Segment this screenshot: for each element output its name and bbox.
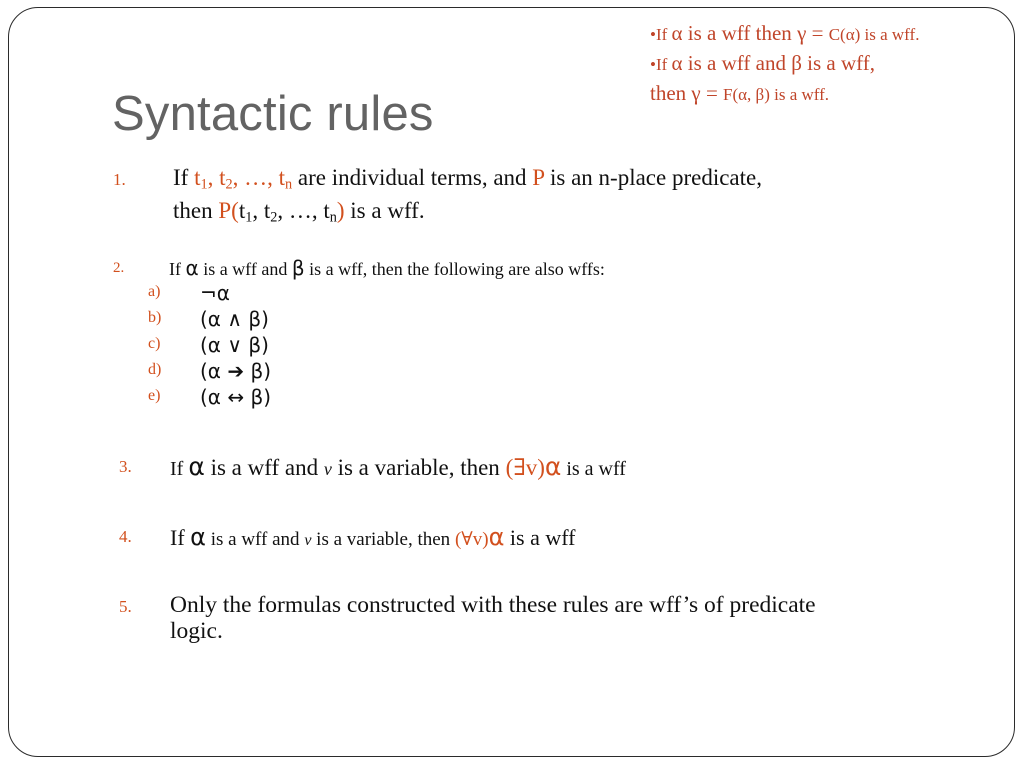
alpha-symbol: α (488, 523, 505, 551)
subscript: n (329, 209, 337, 226)
sublist-item (148, 283, 348, 309)
alpha-symbol: α (544, 452, 562, 481)
slide-title: Syntactic rules (112, 87, 434, 141)
rule-text: is a variable, then (311, 529, 455, 550)
bullet: • (650, 55, 656, 74)
formula: ¬α (200, 281, 230, 305)
rule-number: 5. (119, 597, 132, 616)
equals-sign: = (700, 81, 724, 105)
universal-quantifier: (∀v) (454, 529, 489, 550)
note-text: If (655, 55, 672, 74)
rule-1-text (173, 165, 762, 230)
alpha-symbol: α (190, 523, 206, 551)
rule-4-text (170, 522, 575, 556)
rule-1-line-1 (173, 165, 762, 198)
note-formula: F(α, β) (723, 85, 770, 104)
item-letter: e) (148, 387, 161, 404)
alpha-symbol: α (188, 452, 205, 481)
item-letter: b) (148, 309, 162, 326)
alpha-symbol: α (185, 256, 199, 280)
subscript: 2 (225, 176, 233, 193)
alpha-symbol: α (671, 21, 683, 45)
rule-text: is a wff (504, 525, 576, 550)
rule-number: 4. (119, 527, 132, 546)
item-letter: c) (148, 335, 161, 352)
separator: , (207, 165, 220, 190)
predicate-symbol: P (532, 165, 545, 190)
term: t (219, 165, 226, 190)
sublist-item (148, 361, 348, 387)
beta-symbol: β (291, 256, 305, 280)
existential-quantifier: (∃v) (505, 455, 545, 480)
subscript: 1 (245, 209, 253, 226)
separator: , …, (232, 165, 279, 190)
rule-text: If (169, 259, 186, 279)
formula: (α ➔ β) (200, 359, 272, 383)
rule-text: If (173, 165, 195, 190)
bullet: • (650, 25, 656, 44)
predicate-symbol: P( (218, 197, 239, 223)
rule-5 (119, 592, 979, 652)
formula: (α ∨ β) (200, 333, 269, 357)
rule-text: is a wff (561, 458, 626, 480)
term-list (194, 165, 293, 193)
note-line-2 (650, 49, 985, 109)
rule-number: 3. (119, 457, 132, 476)
rule-number: 1. (113, 170, 126, 189)
rule-text: are individual terms, and (292, 165, 533, 190)
sublist-item (148, 387, 348, 413)
rule-text: is a wff. (344, 197, 425, 223)
rule-text: is a wff and (204, 455, 324, 480)
note-formula: C(α) (828, 25, 861, 44)
rule-5-line-1: Only the formulas constructed with these rules are wff’s of predicate (170, 592, 816, 618)
rule-1 (113, 165, 963, 225)
note-text: is a wff, (801, 51, 876, 75)
variable: v (304, 532, 312, 549)
rule-text: If (170, 458, 189, 480)
rule-text: is a wff and (198, 259, 292, 279)
note-text: is a wff and (682, 51, 792, 75)
rule-3-text (170, 452, 626, 484)
rule-3 (119, 452, 969, 484)
note-text: is a wff. (860, 25, 920, 44)
note-text: is a wff. (769, 85, 830, 104)
beta-symbol: β (791, 51, 802, 75)
term: t (238, 197, 246, 223)
rule-5-text (170, 592, 816, 644)
subscript: 2 (270, 209, 278, 226)
term: t (323, 197, 330, 223)
rule-text: is a wff and (205, 529, 305, 550)
variable: v (323, 459, 332, 479)
subscript: n (285, 176, 293, 193)
item-letter: a) (148, 283, 161, 300)
rule-text: is a wff, then the following are also wffs: (304, 259, 605, 279)
rule-text: then (173, 197, 219, 223)
note-text: If (655, 25, 672, 44)
separator: , …, (277, 197, 324, 223)
alpha-symbol: α (671, 51, 683, 75)
sublist-item (148, 335, 348, 361)
rule-number: 2. (113, 260, 125, 276)
term: t (194, 165, 201, 190)
term: t (278, 165, 285, 190)
rule-1-line-2 (173, 198, 762, 231)
formula: (α ∧ β) (200, 307, 269, 331)
note-text: then (650, 81, 692, 105)
term: t (263, 197, 271, 223)
gamma-symbol: γ (691, 81, 701, 105)
rule-5-line-2: logic. (170, 618, 223, 644)
note-text: is a wff then (682, 21, 798, 45)
rule-text: is an n-place predicate, (544, 165, 762, 190)
side-note (650, 19, 985, 109)
rule-2 (113, 256, 963, 282)
rule-text: If (170, 525, 191, 550)
rule-text: is a variable, then (331, 455, 506, 480)
rule-4 (119, 522, 969, 554)
gamma-symbol: γ (797, 21, 807, 45)
rule-2-text (169, 256, 605, 281)
item-letter: d) (148, 361, 162, 378)
predicate-symbol: ) (336, 197, 345, 223)
subscript: 1 (200, 176, 208, 193)
sublist-item (148, 309, 348, 335)
formula: (α ↔ β) (200, 385, 272, 409)
equals-sign: = (806, 21, 829, 45)
note-line-1 (650, 19, 985, 49)
separator: , (252, 197, 264, 223)
